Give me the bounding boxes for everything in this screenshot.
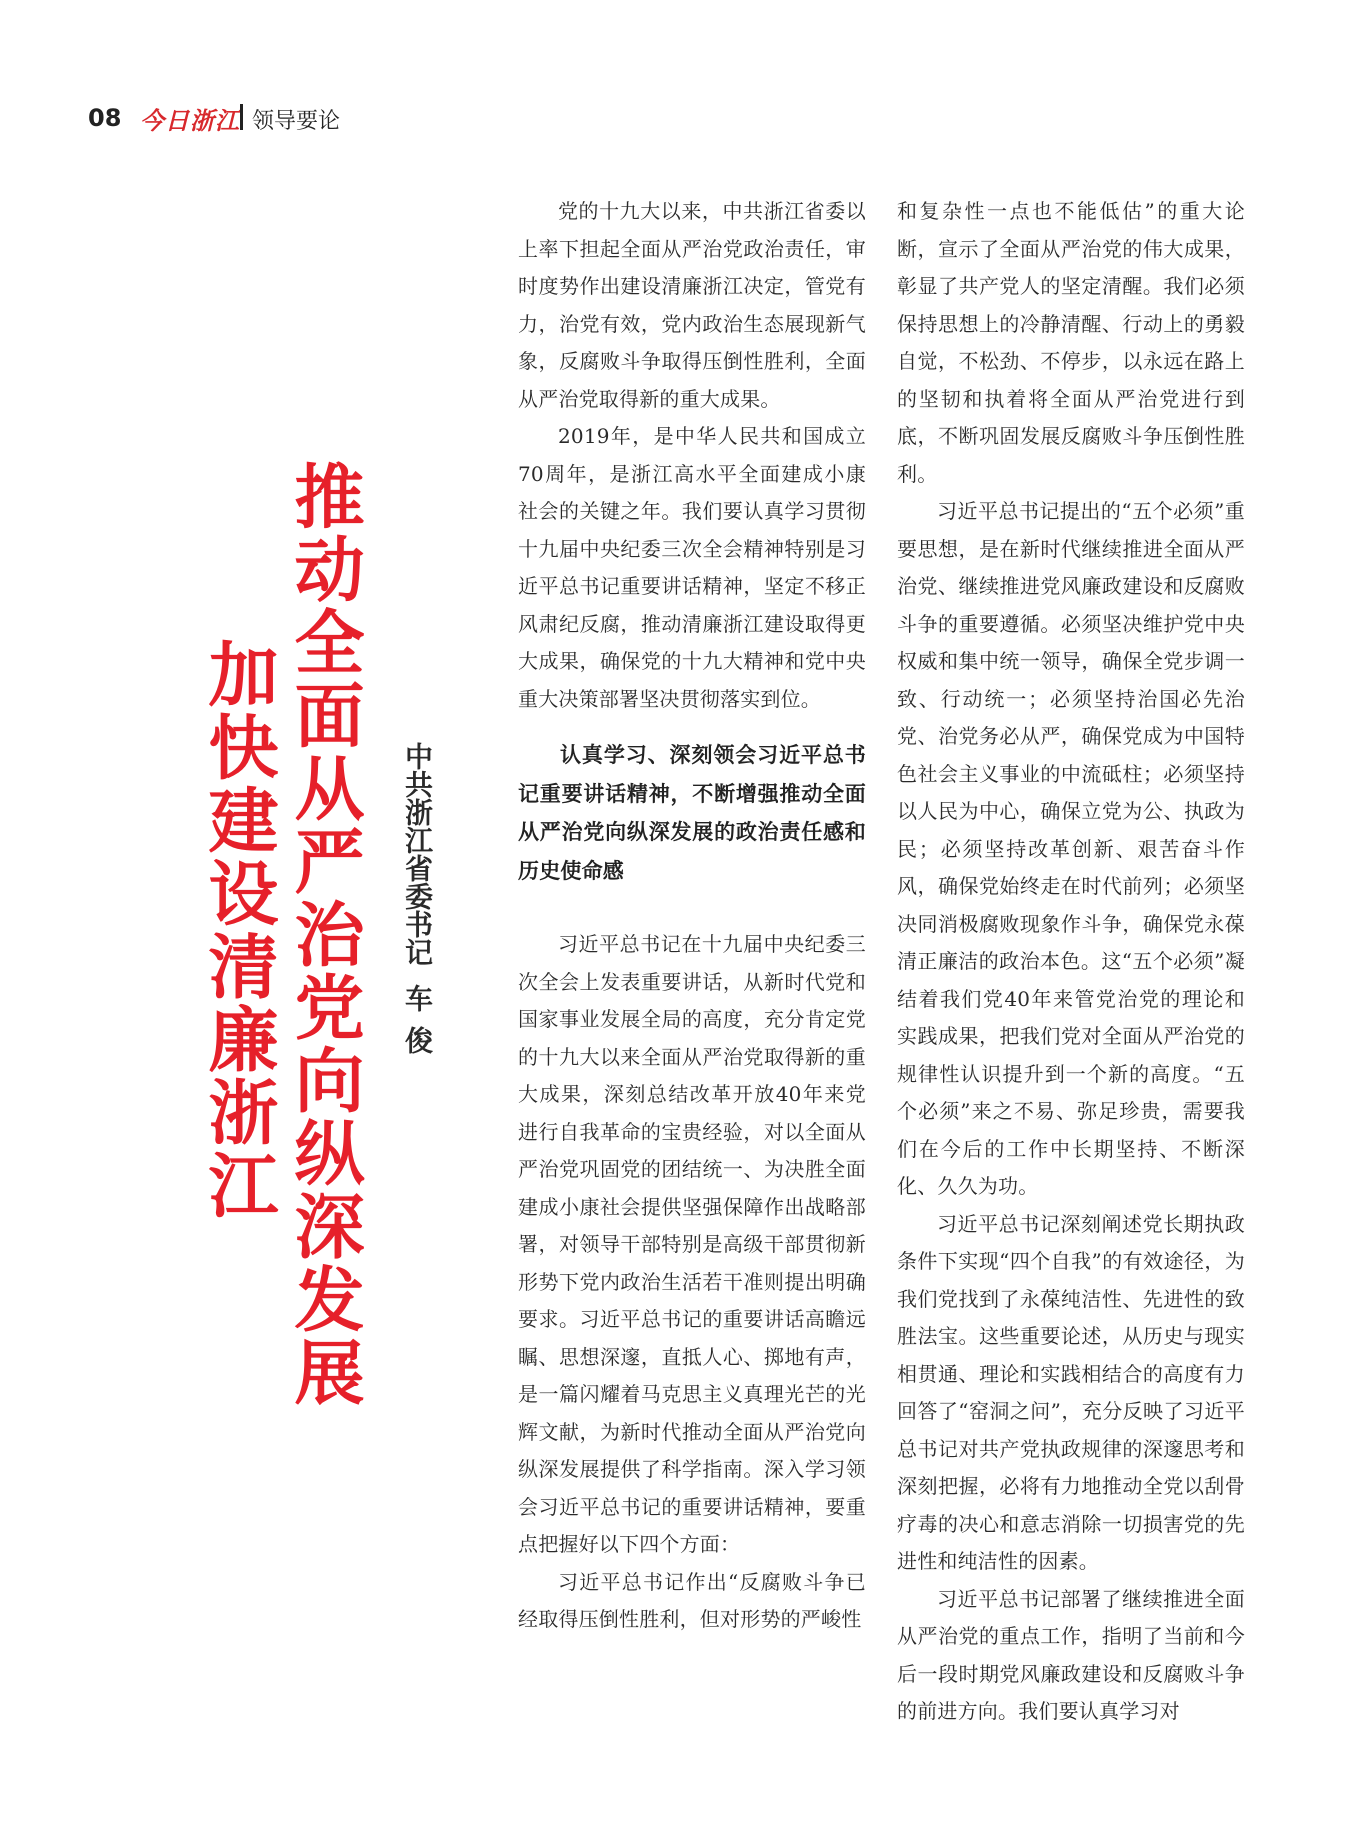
header-divider	[240, 104, 243, 130]
paragraph: 习近平总书记提出的“五个必须”重要思想，是在新时代继续推进全面从严治党、继续推进党风廉政建设和反腐败斗争的重要遵循。必须坚决维护党中央权威和集中统一领导，确保全党步调一致、行动统一；必须坚持治国必先治党、治党务必从严，确保党成为中国特色社会主义事业的中流砥柱；必须坚持以人民为中心，确保立党为公、执政为民；必须坚持改革创新、艰苦奋斗作风，确保党始终走在时代前列；必须坚决同消极腐败现象作斗争，确保党永葆清正廉洁的政治本色。这“五个必须”凝结着我们党40年来管党治党的理论和实践成果，把我们党对全面从严治党的规律性认识提升到一个新的高度。“五个必须”来之不易、弥足珍贵，需要我们在今后的工作中长期坚持、不断深化、久久为功。	[897, 499, 1245, 1198]
author-name: 车俊	[401, 984, 434, 1068]
paragraph: 习近平总书记在十九届中央纪委三次全会上发表重要讲话，从新时代党和国家事业发展全局的高度，充分肯定党的十九大以来全面从严治党取得新的重大成果，深刻总结改革开放40年来党进行自我革命的宝贵经验，对以全面从严治党巩固党的团结统一、为决胜全面建成小康社会提供坚强保障作出战略部署，对领导干部特别是高级干部贯彻新形势下党内政治生活若干准则提出明确要求。习近平总书记的重要讲话高瞻远瞩、思想深邃，直抵人心、掷地有声，是一篇闪耀着马克思主义真理光芒的光辉文献，为新时代推动全面从严治党向纵深发展提供了科学指南。深入学习领会习近平总书记的重要讲话精神，要重点把握好以下四个方面：	[518, 932, 866, 1556]
article-title-line-1: 推动全面从严治党向纵深发展	[283, 460, 365, 1409]
paragraph: 2019年，是中华人民共和国成立70周年，是浙江高水平全面建成小康社会的关键之年。我们要认真学习贯彻十九届中央纪委三次全会精神特别是习近平总书记重要讲话精神，坚定不移正风肃纪反腐，推动清廉浙江建设取得更大成果，确保党的十九大精神和党中央重大决策部署坚决贯彻落实到位。	[518, 424, 866, 711]
article-title-line-2: 加快建设清廉浙江	[197, 638, 279, 1222]
paragraph: 习近平总书记作出“反腐败斗争已经取得压倒性胜利，但对形势的严峻性	[518, 1569, 866, 1631]
section-subheading: 认真学习、深刻领会习近平总书记重要讲话精神，不断增强推动全面从严治党向纵深发展的政治责任感和历史使命感	[518, 743, 866, 883]
paragraph: 习近平总书记部署了继续推进全面从严治党的重点工作，指明了当前和今后一段时期党风廉政建设和反腐败斗争的前进方向。我们要认真学习对	[897, 1586, 1245, 1723]
paragraph: 习近平总书记深刻阐述党长期执政条件下实现“四个自我”的有效途径，为我们党找到了永葆纯洁性、先进性的致胜法宝。这些重要论述，从历史与现实相贯通、理论和实践相结合的高度有力回答了“窑洞之问”，充分反映了习近平总书记对共产党执政规律的深邃思考和深刻把握，必将有力地推动全党以刮骨疗毒的决心和意志消除一切损害党的先进性和纯洁性的因素。	[897, 1211, 1245, 1573]
section-name: 领导要论	[252, 109, 341, 134]
article-column-1	[518, 193, 866, 1639]
paragraph-continued: 和复杂性一点也不能低估”的重大论断，宣示了全面从严治党的伟大成果，彰显了共产党人的坚定清醒。我们必须保持思想上的冷静清醒、行动上的勇毅自觉，不松劲、不停步，以永远在路上的坚韧和执着将全面从严治党进行到底，不断巩固发展反腐败斗争压倒性胜利。	[897, 199, 1245, 486]
author-byline	[397, 742, 437, 1068]
magazine-logo: 今日浙江	[140, 106, 240, 135]
page-number: 08	[88, 104, 122, 132]
paragraph: 党的十九大以来，中共浙江省委以上率下担起全面从严治党政治责任，审时度势作出建设清廉浙江决定，管党有力，治党有效，党内政治生态展现新气象，反腐败斗争取得压倒性胜利，全面从严治党取得新的重大成果。	[518, 199, 866, 411]
author-position: 中共浙江省委书记	[401, 742, 434, 966]
article-column-2	[897, 193, 1245, 1731]
